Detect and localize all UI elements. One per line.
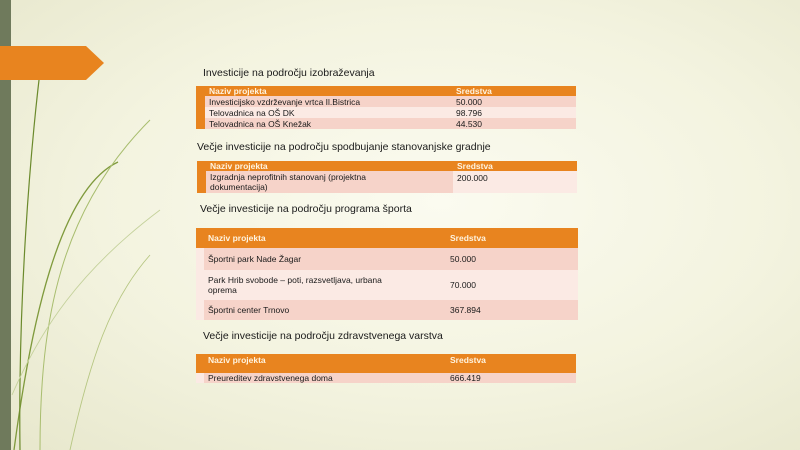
table-row [196, 270, 578, 300]
project-funds: 98.796 [452, 107, 576, 118]
section-title-sport: Večje investicije na področju programa športa [200, 203, 412, 215]
row-marker [196, 118, 205, 129]
section-title-housing: Večje investicije na področju spodbujanje stanovanjske gradnje [197, 141, 491, 153]
row-marker [196, 354, 204, 373]
table-row [196, 118, 576, 129]
row-marker [197, 171, 206, 193]
project-funds: 367.894 [446, 300, 578, 320]
column-header-funds: Sredstva [446, 228, 578, 248]
column-header-funds: Sredstva [446, 354, 576, 373]
row-marker [196, 107, 205, 118]
project-funds: 666.419 [446, 373, 576, 383]
row-marker [196, 228, 204, 248]
column-header-name: Naziv projekta [206, 161, 453, 171]
project-name-line: Park Hrib svobode – poti, razsvetljava, urbana [208, 275, 382, 285]
row-spacer [196, 270, 204, 300]
project-name: Telovadnica na OŠ Knežak [205, 118, 452, 129]
column-header-name: Naziv projekta [204, 228, 446, 248]
table-row [196, 373, 576, 383]
table-row [196, 248, 578, 270]
column-header-name: Naziv projekta [205, 86, 452, 96]
row-spacer [196, 373, 204, 383]
project-funds: 50.000 [446, 248, 578, 270]
project-name: Športni park Nade Žagar [204, 248, 446, 270]
column-header-funds: Sredstva [452, 86, 576, 96]
sport-table [196, 228, 578, 320]
row-spacer [196, 300, 204, 320]
project-name-line: Izgradnja neprofitnih stanovanj (projektna [210, 172, 366, 182]
table-row [197, 171, 577, 193]
project-name [206, 171, 453, 193]
housing-table [197, 161, 577, 193]
project-name: Telovadnica na OŠ DK [205, 107, 452, 118]
title-arrow-shape [0, 46, 104, 80]
section-title-education: Investicije na področju izobraževanja [203, 67, 375, 79]
column-header-funds: Sredstva [453, 161, 577, 171]
project-name-line: dokumentacija) [210, 182, 268, 192]
row-marker [196, 96, 205, 107]
row-marker [196, 86, 205, 96]
project-name: Investicijsko vzdrževanje vrtca Il.Bistrica [205, 96, 452, 107]
project-name: Športni center Trnovo [204, 300, 446, 320]
section-title-health: Večje investicije na področju zdravstvenega varstva [203, 330, 443, 342]
row-spacer [196, 248, 204, 270]
project-name [204, 270, 446, 300]
table-row [196, 300, 578, 320]
project-name: Preureditev zdravstvenega doma [204, 373, 446, 383]
project-funds: 50.000 [452, 96, 576, 107]
health-table [196, 354, 576, 383]
project-funds: 44.530 [452, 118, 576, 129]
project-funds: 70.000 [446, 270, 578, 300]
project-funds: 200.000 [453, 171, 577, 193]
project-name-line: oprema [208, 285, 237, 295]
education-table [196, 86, 576, 129]
table-row [196, 96, 576, 107]
row-marker [197, 161, 206, 171]
table-row [196, 107, 576, 118]
column-header-name: Naziv projekta [204, 354, 446, 373]
